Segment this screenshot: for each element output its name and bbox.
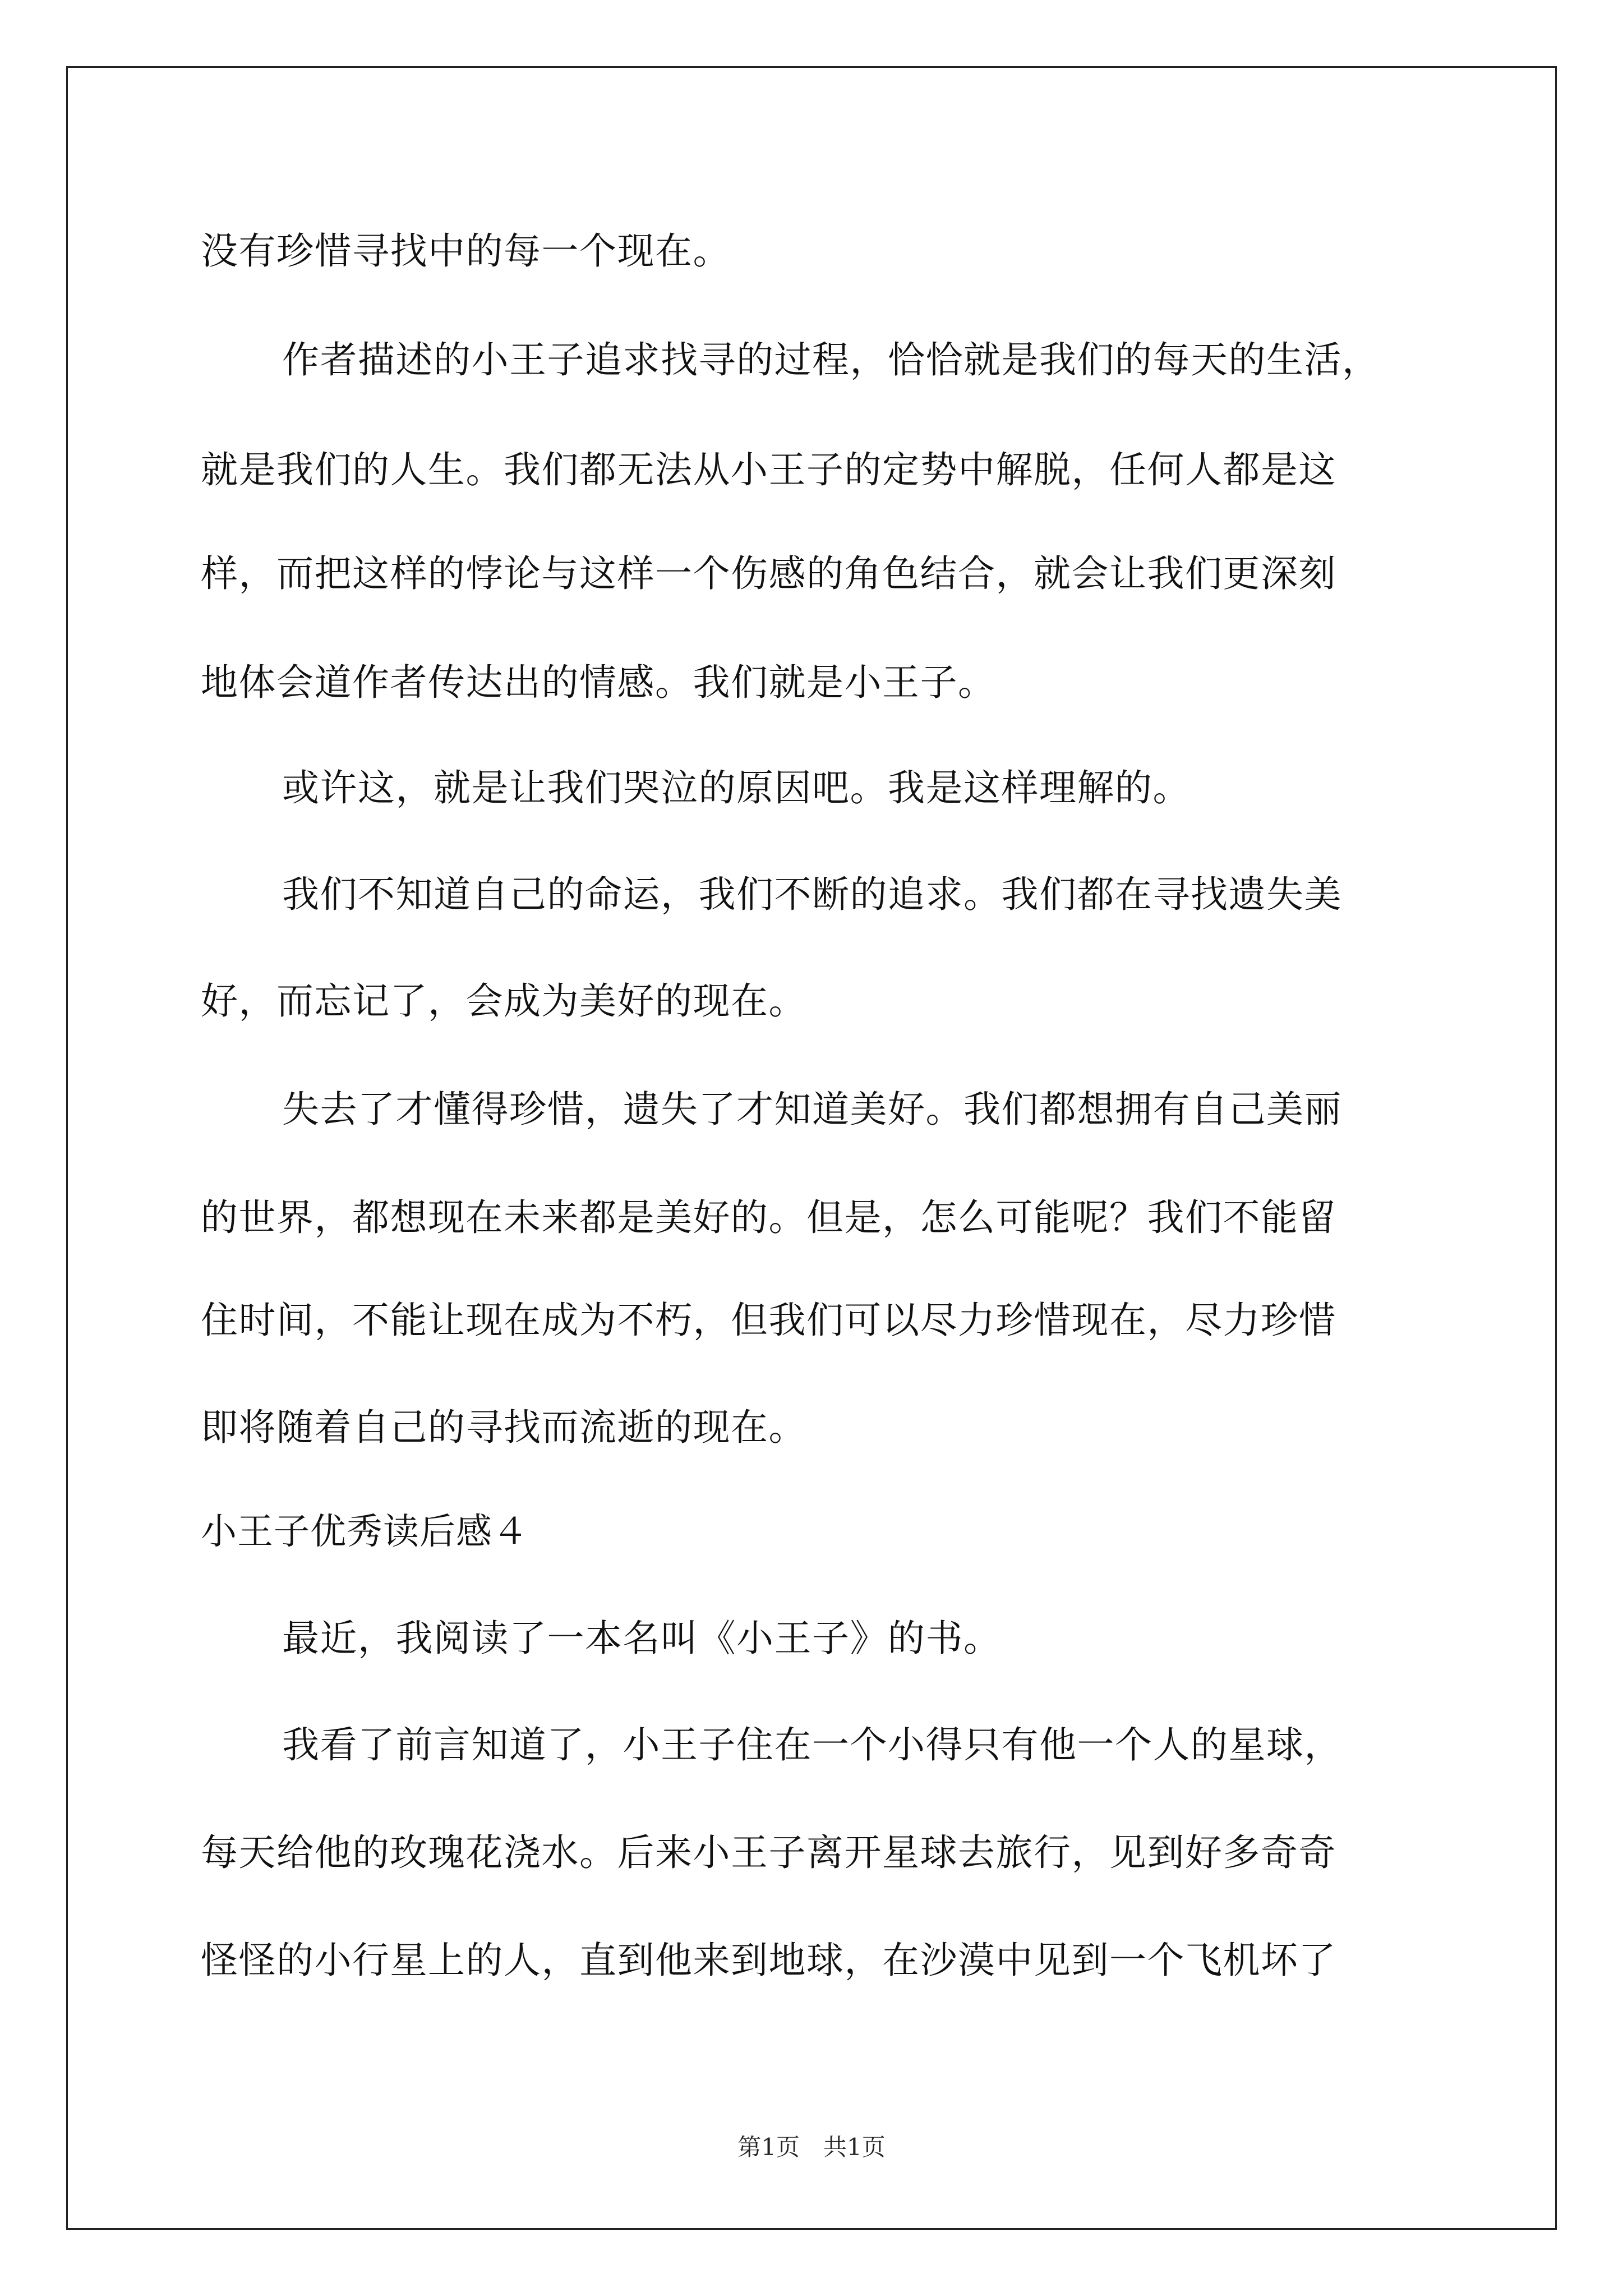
text-line: 即将随着自己的寻找而流逝的现在。 — [201, 1406, 806, 1449]
text-line: 住时间，不能让现在成为不朽，但我们可以尽力珍惜现在，尽力珍惜 — [201, 1299, 1336, 1342]
page-border — [66, 66, 1557, 2230]
paragraph-start-line: 最近，我阅读了一本名叫《小王子》的书。 — [282, 1617, 1002, 1660]
paragraph-start-line: 作者描述的小王子追求找寻的过程，恰恰就是我们的每天的生活， — [282, 338, 1380, 381]
page-number-footer: 第1页 共1页 — [737, 2133, 886, 2161]
text-line: 没有珍惜寻找中的每一个现在。 — [201, 229, 731, 273]
paragraph-start-line: 失去了才懂得珍惜，遗失了才知道美好。我们都想拥有自己美丽 — [282, 1088, 1342, 1131]
paragraph-start-line: 我看了前言知道了，小王子住在一个小得只有他一个人的星球， — [282, 1723, 1342, 1766]
text-line: 的世界，都想现在未来都是美好的。但是，怎么可能呢？我们不能留 — [201, 1196, 1336, 1239]
paragraph-start-line: 我们不知道自己的命运，我们不断的追求。我们都在寻找遗失美 — [282, 873, 1342, 916]
text-line: 地体会道作者传达出的情感。我们就是小王子。 — [201, 661, 996, 704]
text-line: 好，而忘记了，会成为美好的现在。 — [201, 979, 806, 1023]
text-line: 样，而把这样的悖论与这样一个伤感的角色结合，就会让我们更深刻 — [201, 552, 1336, 595]
paragraph-start-line: 或许这，就是让我们哭泣的原因吧。我是这样理解的。 — [282, 766, 1191, 809]
text-line: 怪怪的小行星上的人，直到他来到地球，在沙漠中见到一个飞机坏了 — [201, 1939, 1336, 1982]
text-line: 就是我们的人生。我们都无法从小王子的定势中解脱，任何人都是这 — [201, 448, 1336, 491]
section-heading: 小王子优秀读后感４ — [201, 1511, 529, 1553]
text-line: 每天给他的玫瑰花浇水。后来小王子离开星球去旅行，见到好多奇奇 — [201, 1831, 1336, 1874]
